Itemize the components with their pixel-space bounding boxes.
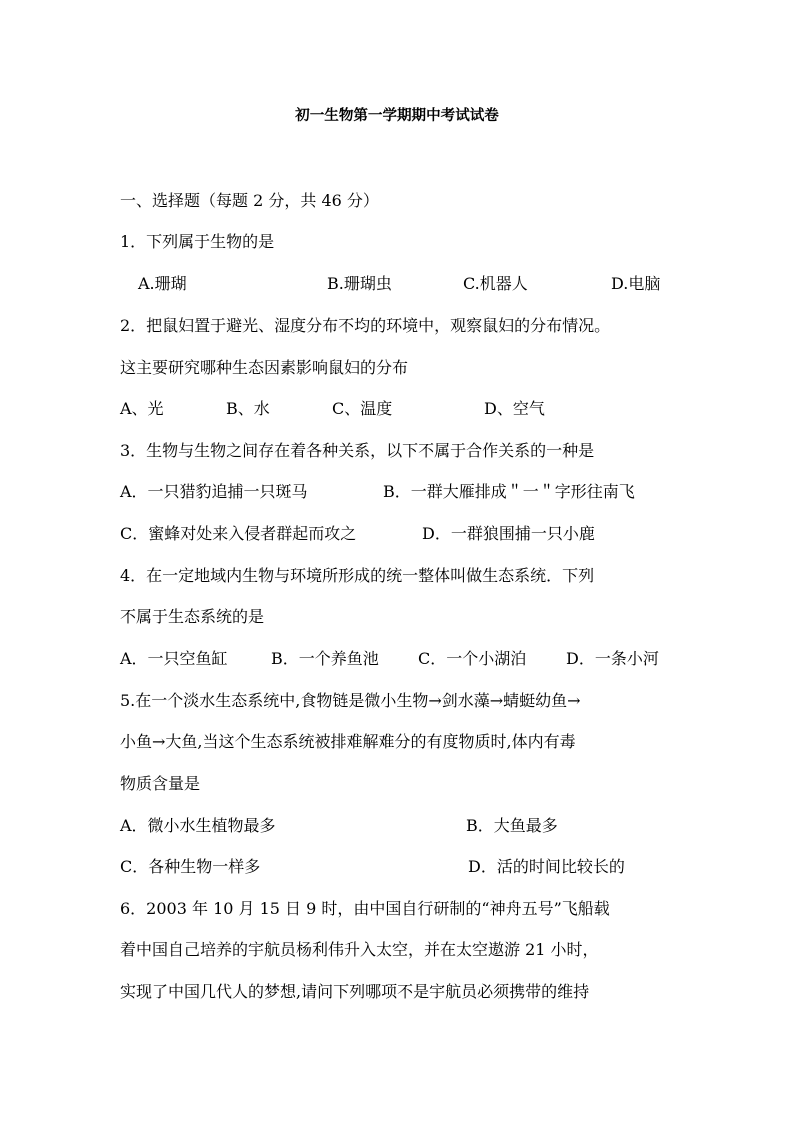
q3-option-a: A．一只猎豹追捕一只斑马	[120, 482, 308, 501]
q4-option-c: C．一个小湖泊	[418, 649, 527, 668]
q5-option-d: D．活的时间比较长的	[468, 857, 625, 876]
q3-option-d: D．一群狼围捕一只小鹿	[422, 524, 595, 543]
page-title: 初一生物第一学期期中考试试卷	[295, 107, 499, 124]
q5-option-c: C．各种生物一样多	[120, 857, 261, 876]
q3-stem: 3．生物与生物之间存在着各种关系，以下不属于合作关系的一种是	[120, 441, 595, 460]
q4-option-a: A．一只空鱼缸	[120, 649, 228, 668]
q2-option-c: C、温度	[332, 399, 393, 418]
q6-stem-line-2: 着中国自己培养的宇航员杨利伟升入太空，并在太空遨游 21 小时，	[120, 940, 599, 959]
q1-stem: 1．下列属于生物的是	[120, 232, 275, 251]
q2-option-a: A、光	[120, 399, 164, 418]
q2-stem-line-1: 2．把鼠妇置于避光、湿度分布不均的环境中，观察鼠妇的分布情况。	[120, 316, 611, 335]
q1-option-b: B.珊瑚虫	[327, 274, 392, 293]
q6-stem-line-3: 实现了中国几代人的梦想,请问下列哪项不是宇航员必须携带的维持	[120, 982, 590, 1001]
q4-option-b: B．一个养鱼池	[271, 649, 379, 668]
q2-option-b: B、水	[226, 399, 270, 418]
q1-option-d: D.电脑	[611, 274, 661, 293]
q4-option-d: D．一条小河	[566, 649, 659, 668]
section-heading: 一、选择题（每题 2 分，共 46 分）	[120, 191, 379, 210]
q1-option-c: C.机器人	[463, 274, 528, 293]
q4-stem-line-2: 不属于生态系统的是	[120, 607, 265, 626]
q5-stem-line-2: 小鱼→大鱼,当这个生态系统被排难解难分的有度物质时,体内有毒	[120, 732, 576, 751]
q2-option-d: D、空气	[484, 399, 545, 418]
q3-option-b: B．一群大雁排成＂一＂字形往南飞	[383, 482, 635, 501]
q5-option-b: B．大鱼最多	[466, 816, 558, 835]
q2-stem-line-2: 这主要研究哪种生态因素影响鼠妇的分布	[120, 358, 409, 377]
q4-stem-line-1: 4．在一定地域内生物与环境所形成的统一整体叫做生态系统．下列	[120, 566, 595, 585]
q5-option-a: A．微小水生植物最多	[120, 816, 276, 835]
q5-stem-line-1: 5.在一个淡水生态系统中,食物链是微小生物→剑水藻→蜻蜓幼鱼→	[120, 691, 581, 710]
q1-option-a: A.珊瑚	[138, 274, 187, 293]
q5-stem-line-3: 物质含量是	[120, 774, 201, 793]
q6-stem-line-1: 6．2003 年 10 月 15 日 9 时，由中国自行研制的“神舟五号”飞船载	[120, 899, 610, 918]
q3-option-c: C．蜜蜂对处来入侵者群起而攻之	[120, 524, 357, 543]
